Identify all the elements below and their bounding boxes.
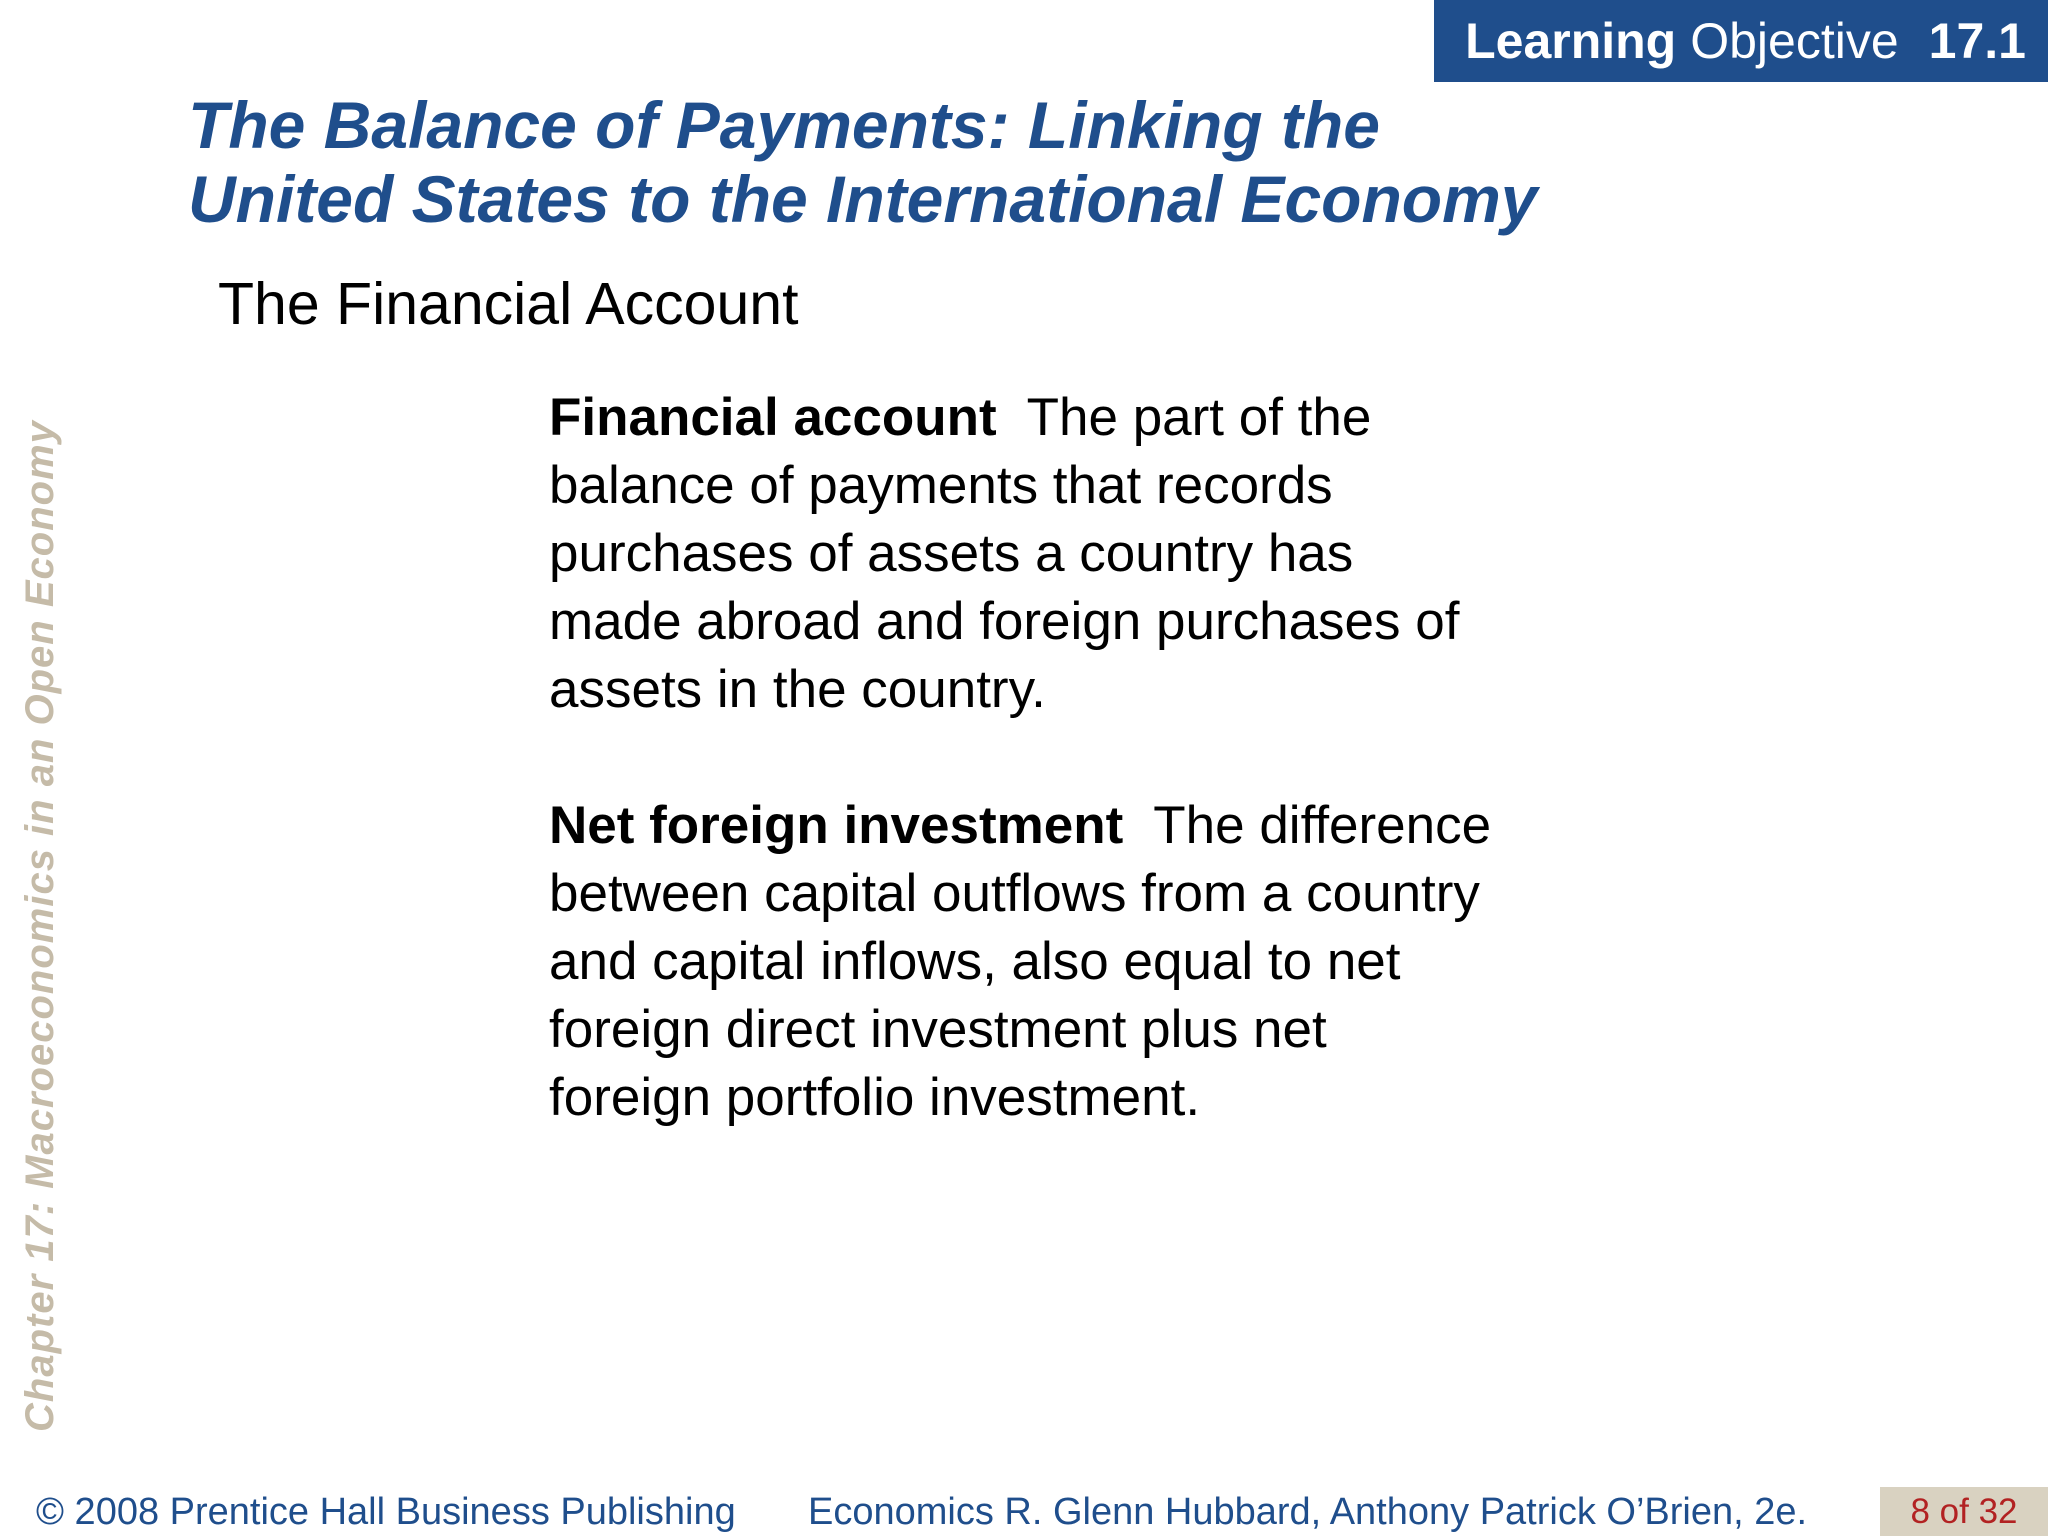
- definition-text-line: and capital inflows, also equal to net: [549, 932, 1401, 991]
- definition-text-line: The part of the: [1026, 388, 1372, 447]
- definition-first-line: [549, 384, 1629, 452]
- definitions-block: [549, 384, 1629, 1132]
- definition-text-line: assets in the country.: [549, 660, 1046, 719]
- definition-text-line: between capital outflows from a country: [549, 864, 1480, 923]
- definition-term: Net foreign investment: [549, 796, 1124, 855]
- footer-book-info: Economics R. Glenn Hubbard, Anthony Patrick O’Brien, 2e.: [808, 1491, 1808, 1533]
- chapter-sidebar-label: Chapter 17: Macroeconomics in an Open Economy: [18, 420, 62, 1432]
- definition-term: Financial account: [549, 388, 997, 447]
- page-number: 8 of 32: [1910, 1491, 2018, 1531]
- learning-objective-label: Objective: [1690, 13, 1899, 69]
- definition-first-line: [549, 792, 1629, 860]
- footer-copyright: © 2008 Prentice Hall Business Publishing: [36, 1491, 736, 1533]
- slide-title-line-2: United States to the International Economy: [188, 162, 1538, 236]
- definition-text-line: balance of payments that records: [549, 456, 1333, 515]
- definition-text-line: purchases of assets a country has: [549, 524, 1354, 583]
- definition-text-line: foreign portfolio investment.: [549, 1068, 1201, 1127]
- definition-text-line: The difference: [1153, 796, 1492, 855]
- definition-text-line: made abroad and foreign purchases of: [549, 592, 1460, 651]
- slide-footer: [0, 1487, 2048, 1536]
- page-number-badge: [1880, 1487, 2048, 1536]
- definition-text-line: foreign direct investment plus net: [549, 1000, 1327, 1059]
- definition-financial-account: [549, 384, 1629, 724]
- slide-title-line-1: The Balance of Payments: Linking the: [188, 88, 1380, 162]
- slide-title: [188, 88, 1688, 236]
- learning-objective-banner: [1434, 0, 2048, 82]
- learning-objective-label-bold: Learning: [1465, 13, 1677, 69]
- learning-objective-number: 17.1: [1928, 13, 2026, 69]
- section-subtitle: The Financial Account: [218, 271, 799, 337]
- definition-net-foreign-investment: [549, 792, 1629, 1132]
